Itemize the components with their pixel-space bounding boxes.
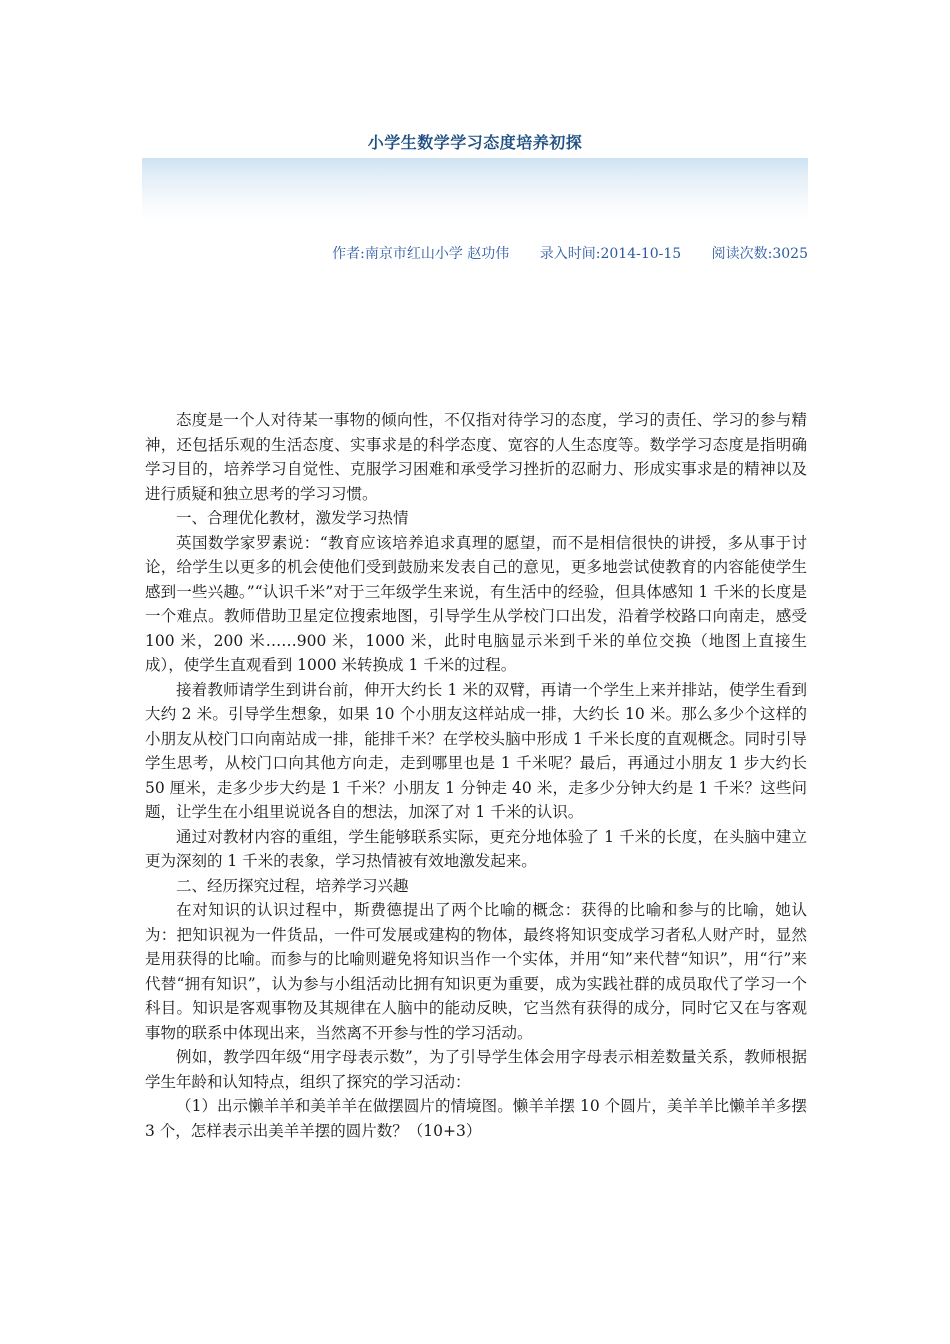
paragraph: 接着教师请学生到讲台前，伸开大约长 1 米的双臂，再请一个学生上来并排站，使学生看到大约 2 米。引导学生想象，如果 10 个小朋友这样站成一排，大约长 10 米。那么多少个这样的小朋友从校门口向南站成一排，能排千米？在学校头脑中形成 1 千米长度的直观概念。同时引导学生思考，从校门口向其他方向走，走到哪里也是 1 千米呢？最后，再通过小朋友 1 步大约长 50 厘米，走多少步大约是 1 千米？小朋友 1 分钟走 40 米，走多少分钟大约是 1 千米？这些问题，让学生在小组里说说各自的想法，加深了对 1 千米的认识。 — [145, 680, 807, 821]
entry-time: 录入时间:2014-10-15 — [539, 246, 682, 262]
article-body — [145, 408, 807, 1143]
paragraph: 通过对教材内容的重组，学生能够联系实际，更充分地体验了 1 千米的长度，在头脑中建立更为深刻的 1 千米的表象，学习热情被有效地激发起来。 — [145, 827, 807, 870]
paragraph: （1）出示懒羊羊和美羊羊在做摆圆片的情境图。懒羊羊摆 10 个圆片，美羊羊比懒羊羊多摆 3 个，怎样表示出美羊羊摆的圆片数？（10+3） — [145, 1097, 807, 1140]
title-gradient-band — [142, 158, 808, 220]
read-count: 阅读次数:3025 — [711, 246, 808, 262]
paragraph: 例如，教学四年级“用字母表示数”，为了引导学生体会用字母表示相差数量关系，教师根据学生年龄和认知特点，组织了探究的学习活动： — [145, 1048, 807, 1091]
article-title: 小学生数学学习态度培养初探 — [367, 133, 583, 152]
section-heading-1: 一、合理优化教材，激发学习热情 — [176, 509, 409, 527]
paragraph-intro: 态度是一个人对待某一事物的倾向性，不仅指对待学习的态度，学习的责任、学习的参与精神，还包括乐观的生活态度、实事求是的科学态度、宽容的人生态度等。数学学习态度是指明确学习目的，培养学习自觉性、克服学习困难和承受学习挫折的忍耐力、形成实事求是的精神以及进行质疑和独立思考的学习习惯。 — [145, 411, 807, 503]
author-info: 作者:南京市红山小学 赵功伟 — [332, 246, 510, 262]
paragraph: 在对知识的认识过程中，斯费德提出了两个比喻的概念：获得的比喻和参与的比喻，她认为：把知识视为一件货品，一件可发展或建构的物体，最终将知识变成学习者私人财产时，显然是用获得的比喻。而参与的比喻则避免将知识当作一个实体，并用“知”来代替“知识”，用“行”来代替“拥有知识”，认为参与小组活动比拥有知识更为重要，成为实践社群的成员取代了学习一个科目。知识是客观事物及其规律在人脑中的能动反映，它当然有获得的成分，同时它又在与客观事物的联系中体现出来，当然离不开参与性的学习活动。 — [145, 901, 807, 1042]
article-meta — [142, 243, 808, 263]
section-heading-2: 二、经历探究过程，培养学习兴趣 — [176, 876, 409, 895]
paragraph: 英国数学家罗素说：“教育应该培养追求真理的愿望，而不是相信很快的讲授，多从事于讨论，给学生以更多的机会使他们受到鼓励来发表自己的意见，更多地尝试使教育的内容能使学生感到一些兴趣。”“认识千米”对于三年级学生来说，有生活中的经验，但具体感知 1 千米的长度是一个难点。教师借助卫星定位搜索地图，引导学生从学校门口出发，沿着学校路口向南走，感受 100 米，200 米……900 米，1000 米，此时电脑显示米到千米的单位交换（地图上直接生成），使学生直观看到 1000 米转换成 1 千米的过程。 — [145, 533, 807, 674]
